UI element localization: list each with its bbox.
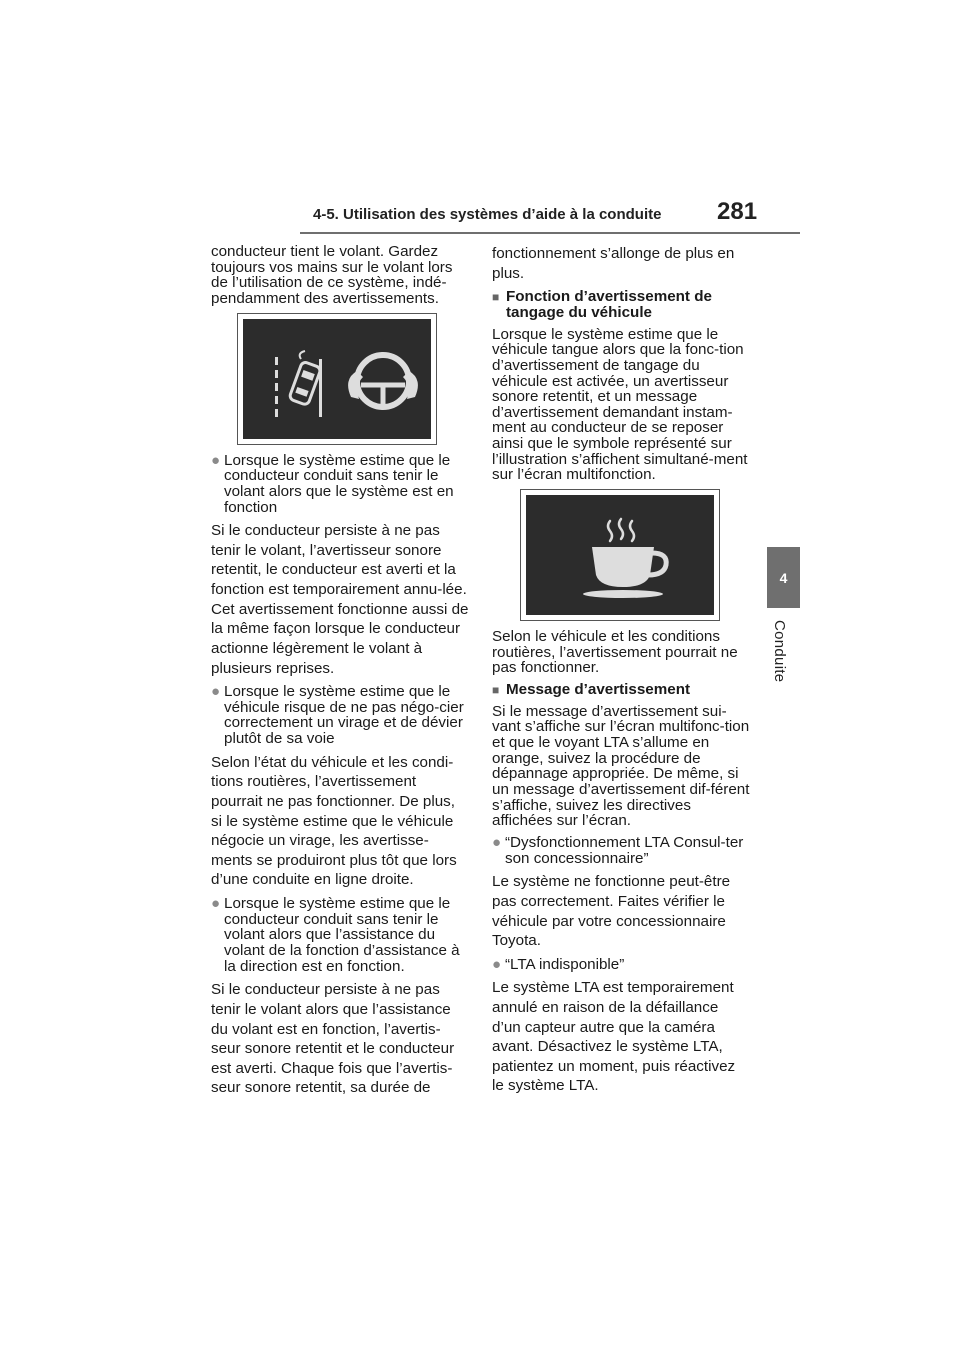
display-screen (526, 495, 714, 615)
section-title: 4-5. Utilisation des systèmes d’aide à la conduite (313, 206, 662, 223)
continuation-paragraph: fonctionnement s’allonge de plus en plus. (492, 245, 735, 282)
subsection-heading (492, 289, 750, 320)
right-column (492, 244, 750, 1102)
paragraph: Si le conducteur persiste à ne pas tenir le volant alors que l’assistance du volant est en fonction, l’avertis-seur sonore retentit et le conducteur est averti. Chaque fois que l’avertis-seur sonore retentit, sa durée de (211, 981, 455, 1097)
paragraph: Lorsque le système estime que le véhicule tangue alors que la fonc-tion d’avertissement de tangage du véhicule est activée, un avertisseur sonore retentit, et un message d’avertissement demandant instam-ment au conducteur de se reposer ainsi que le symbole représenté sur l’illustration s’affichent simultané-ment sur l’écran multifonction. (492, 325, 748, 484)
paragraph: Selon l’état du véhicule et les condi-tions routières, l’avertissement pourrait ne pas fonctionner. De plus, si le système estime que le véhicule négocie un virage, les avertisse-ments se produiront plus tôt que lors d’une conduite en ligne droite. (211, 753, 457, 889)
bullet-item (211, 453, 469, 516)
chapter-label: Conduite (771, 620, 788, 683)
bullet-item (492, 957, 750, 973)
display-screen (243, 319, 431, 439)
bullet-item (211, 896, 469, 974)
bullet-item (211, 684, 469, 747)
paragraph: Le système LTA est temporairement annulé en raison de la défaillance d’un capteur autre que la caméra avant. Désactivez le système LTA, patientez un moment, puis réactivez le système LTA. (492, 979, 736, 1095)
page-number: 281 (717, 198, 758, 225)
figure-coffee-warning (520, 489, 720, 621)
bullet-item (492, 835, 750, 866)
bullet-dot-icon: ● (492, 833, 502, 851)
subsection-heading (492, 682, 750, 698)
bullet-dot-icon: ● (211, 451, 221, 469)
bullet-dot-icon: ● (211, 895, 221, 913)
header-rule (300, 232, 800, 234)
chapter-number: 4 (779, 570, 788, 586)
paragraph: Le système ne fonctionne peut-être pas correctement. Faites vérifier le véhicule par votre concessionnaire Toyota. (492, 873, 731, 950)
figure-hands-off-warning (237, 313, 437, 445)
hands-off-steering-warning-icon (243, 319, 431, 439)
left-column (211, 244, 469, 1104)
bullet-text: Lorsque le système estime que le véhicule risque de ne pas négo-cier correctement un virage et de dévier plutôt de sa voie (224, 683, 464, 748)
paragraph: Selon le véhicule et les conditions routières, l’avertissement pourrait ne pas fonctionner. (492, 628, 738, 677)
bullet-text: Lorsque le système estime que le conducteur conduit sans tenir le volant alors que le système est en fonction (224, 451, 454, 516)
heading-text: Fonction d’avertissement de tangage du véhicule (506, 288, 712, 321)
bullet-dot-icon: ● (211, 683, 221, 701)
intro-paragraph: conducteur tient le volant. Gardez toujours vos mains sur le volant lors de l’utilisation de ce système, indé-pendamment des avertissements. (211, 243, 453, 307)
bullet-text: “LTA indisponible” (505, 955, 625, 973)
bullet-text: “Dysfonctionnement LTA Consul-ter son concessionnaire” (505, 833, 744, 867)
heading-text: Message d’avertissement (506, 681, 691, 699)
square-bullet-icon: ■ (492, 290, 500, 305)
coffee-cup-icon (526, 495, 714, 615)
bullet-text: Lorsque le système estime que le conducteur conduit sans tenir le volant alors que l’assistance du volant de la fonction d’assistance à la direction est en fonction. (224, 895, 460, 975)
bullet-dot-icon: ● (492, 955, 502, 973)
paragraph: Si le conducteur persiste à ne pas tenir le volant, l’avertisseur sonore retentit, le conducteur est averti et la fonction est temporairement annu-lée. Cet avertissement fonctionne aussi de la même façon lorsque le conducteur actionne légèrement le volant à plusieurs reprises. (211, 522, 469, 677)
paragraph: Si le message d’avertissement sui-vant s’affiche sur l’écran multifonc-tion et que le voyant LTA s’allume en orange, suivez la procédure de dépannage appropriée. De même, si un message d’avertissement dif-férent s’affiche, suivez les directives affichées sur l’écran. (492, 702, 750, 830)
square-bullet-icon: ■ (492, 683, 500, 698)
